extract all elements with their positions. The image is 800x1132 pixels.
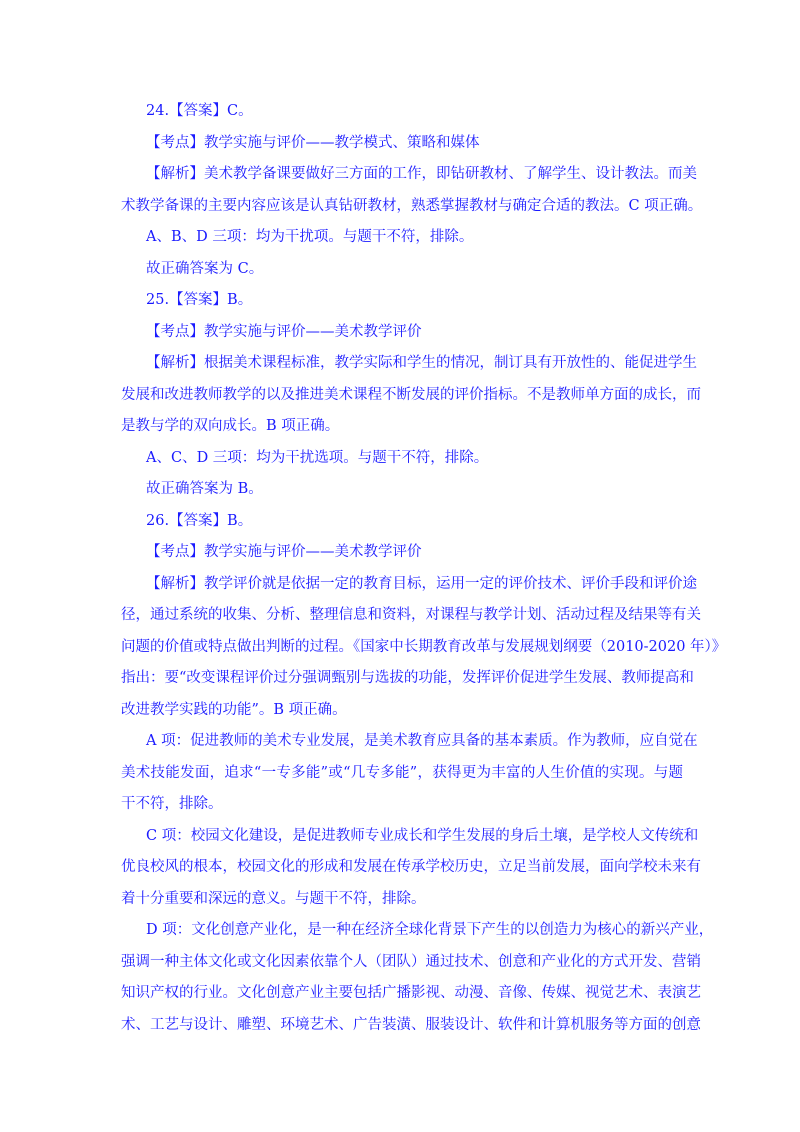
document-page: [121, 96, 727, 1041]
answer-26-heading: 26.【答案】B。: [146, 512, 253, 529]
answer-26-analysis-line: 改进教学实践的功能”。B 项正确。: [121, 701, 347, 718]
answer-26-topic: 【考点】教学实施与评价——美术教学评价: [146, 544, 422, 560]
option-c-explanation-line: C 项：校园文化建设，是促进教师专业成长和学生发展的身后土壤，是学校人文传统和: [146, 827, 699, 844]
answer-24-conclusion: 故正确答案为 C。: [146, 260, 264, 277]
answer-26-analysis-line: 径，通过系统的收集、分析、整理信息和资料，对课程与教学计划、活动过程及结果等有关: [121, 607, 701, 623]
option-d-explanation-line: 强调一种主体文化或文化因素依靠个人（团队）通过技术、创意和产业化的方式开发、营销: [121, 953, 701, 970]
answer-25-heading: 25.【答案】B。: [146, 292, 253, 308]
option-a-explanation-line: 美术技能发面，追求“一专多能”或“几专多能”，获得更为丰富的人生价值的实现。与题: [121, 764, 683, 781]
option-a-explanation-line: A 项：促进教师的美术专业发展，是美术教育应具备的基本素质。作为教师，应自觉在: [146, 733, 698, 749]
answer-24-heading: 24.【答案】C。: [146, 103, 253, 119]
answer-25-conclusion: 故正确答案为 B。: [146, 481, 263, 497]
option-c-explanation-line: 着十分重要和深远的意义。与题干不符，排除。: [121, 890, 426, 907]
option-a-explanation-line: 干不符，排除。: [121, 796, 223, 812]
answer-24-distractors: A、B、D 三项：均为干扰项。与题干不符，排除。: [146, 229, 474, 245]
answer-24-analysis-line: 术教学备课的主要内容应该是认真钻研教材，熟悉掌握教材与确定合适的教法。C 项正确。: [121, 197, 703, 214]
answer-26-analysis-line: 【解析】教学评价就是依据一定的教育目标，运用一定的评价技术、评价手段和评价途: [146, 575, 697, 592]
answer-26-analysis-line: 问题的价值或特点做出判断的过程。《国家中长期教育改革与发展规划纲要（2010-2020 年）》: [121, 638, 727, 655]
answer-25-distractors: A、C、D 三项：均为干扰选项。与题干不符，排除。: [146, 449, 489, 466]
answer-24-topic: 【考点】教学实施与评价——教学模式、策略和媒体: [146, 134, 480, 151]
answer-25-analysis-line: 发展和改进教师教学的以及推进美术课程不断发展的评价指标。不是教师单方面的成长，而: [121, 386, 701, 403]
option-c-explanation-line: 优良校风的根本，校园文化的形成和发展在传承学校历史，立足当前发展，面向学校未来有: [121, 859, 701, 875]
option-d-explanation-line: 术、工艺与设计、雕塑、环境艺术、广告装潢、服装设计、软件和计算机服务等方面的创意: [121, 1016, 701, 1033]
option-d-explanation-line: D 项：文化创意产业化，是一种在经济全球化背景下产生的以创造力为核心的新兴产业，: [146, 922, 714, 938]
answer-25-analysis-line: 【解析】根据美术课程标准，教学实际和学生的情况，制订具有开放性的、能促进学生: [146, 355, 697, 371]
answer-25-analysis-line: 是教与学的双向成长。B 项正确。: [121, 418, 340, 434]
option-d-explanation-line: 知识产权的行业。文化创意产业主要包括广播影视、动漫、音像、传媒、视觉艺术、表演艺: [121, 985, 701, 1001]
answer-26-analysis-line: 指出：要“改变课程评价过分强调甄别与选拔的功能，发挥评价促进学生发展、教师提高和: [121, 670, 694, 686]
answer-24-analysis-line: 【解析】美术教学备课要做好三方面的工作，即钻研教材、了解学生、设计教法。而美: [146, 166, 697, 182]
answer-25-topic: 【考点】教学实施与评价——美术教学评价: [146, 323, 422, 340]
